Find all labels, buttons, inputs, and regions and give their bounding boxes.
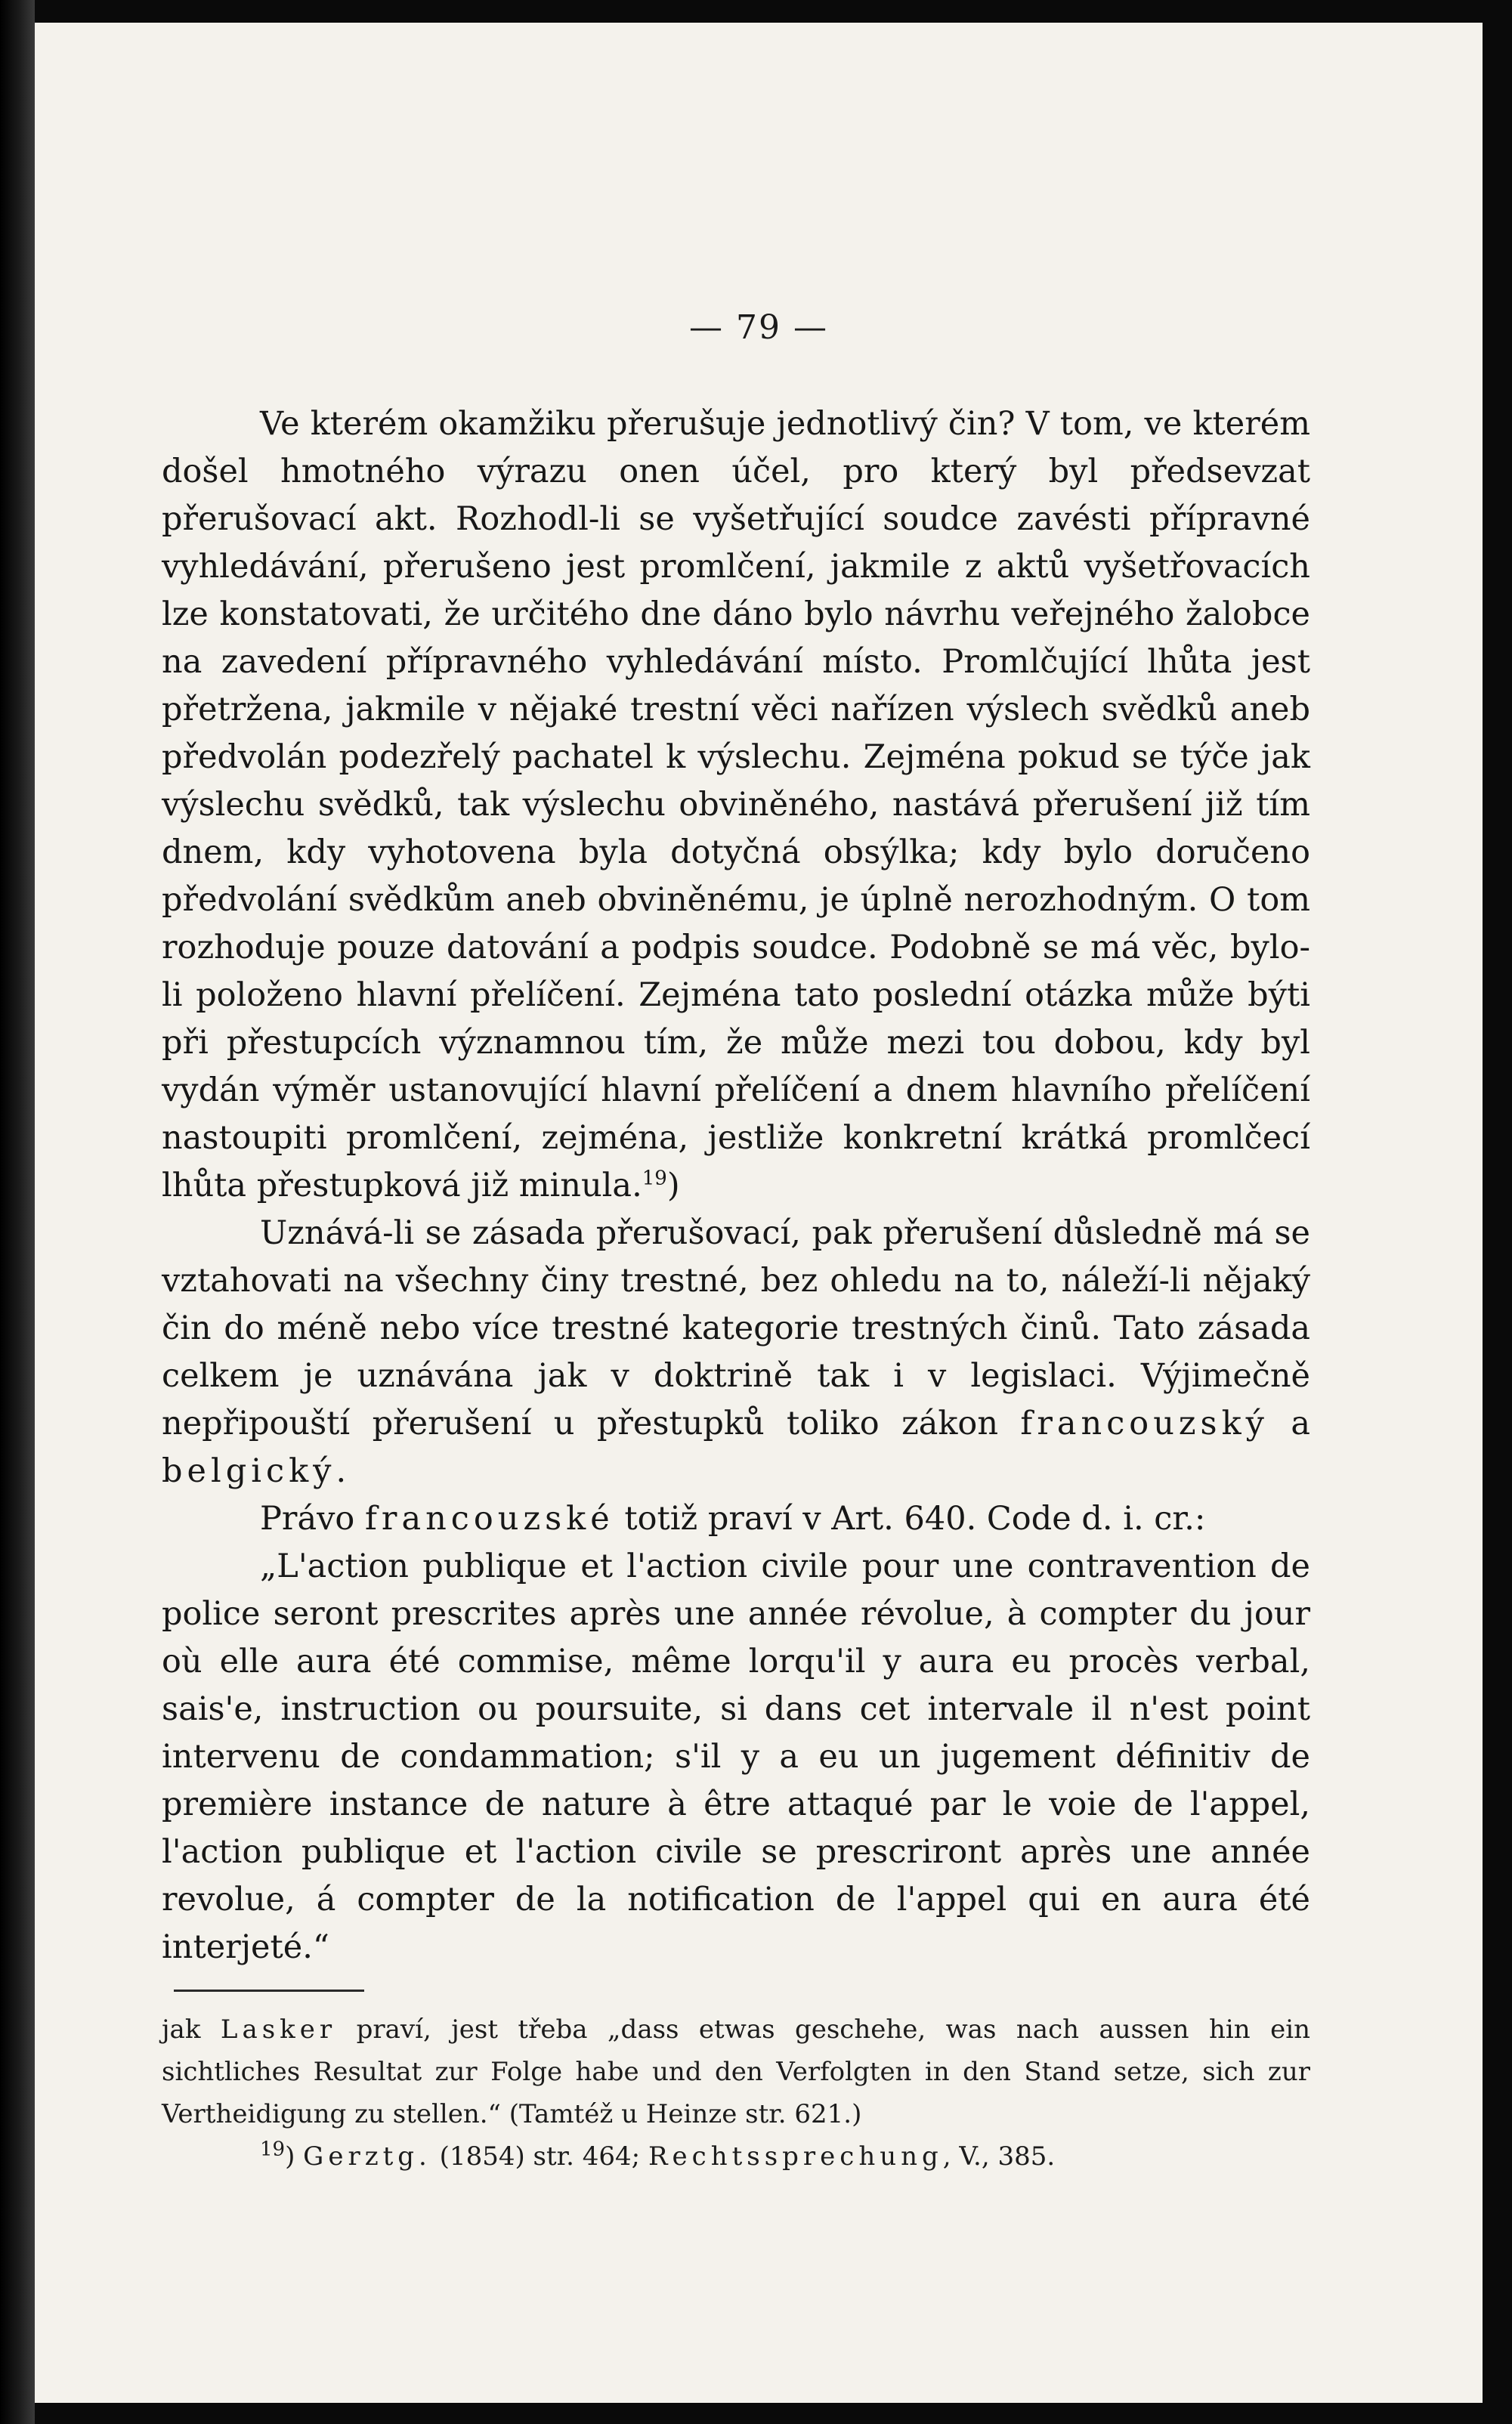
quotation xyxy=(162,1543,1310,1971)
text-run: Ve kterém okamžiku přerušuje jednotlivý čin? V tom, ve kterém došel hmotného výrazu onen účel, pro který byl předsevzat přerušovací akt. Rozhodl-li se vyšetřující soudce zavésti přípravné vyhledávání, přerušeno jest promlčení, jakmile z aktů vyšetřovacích lze konstatovati, že určitého dne dáno bylo návrhu veřejného žalobce na zavedení přípravného vyhledávání místo. Promlčující lhůta jest přetržena, jakmile v nějaké trestní věci nařízen výslech svědků aneb předvolán podezřelý pachatel k výslechu. Zejména pokud se týče jak výslechu svědků, tak výslechu obviněného, nastává přerušení již tím dnem, kdy vyhotovena byla dotyčná obsýlka; kdy bylo doručeno předvolání svědkům aneb obviněnému, je úplně nerozhodným. O tom rozhoduje pouze datování a podpis soudce. Podobně se má věc, bylo-li položeno hlavní přelíčení. Zejména tato poslední otázka může býti při přestupcích významnou tím, že může mezi tou dobou, kdy byl vydán výměr ustanovující hlavní přelíčení a dnem hlavního přelíčení nastoupiti promlčení, zejména, jestliže konkretní krátká promlčecí lhůta přestupková již minula. xyxy=(162,405,1310,1204)
text-run: „L'action publique et l'action civile pour une contravention de police seront prescrites après une année révolue, à compter du jour où elle aura été commise, même lorqu'il y aura eu procès verbal, sais'e, instruction ou poursuite, si dans cet intervale il n'est point intervenu de condammation; s'il y a eu un jugement définitiv de première instance de nature à être attaqué par le voie de l'appel, l'action publique et l'action civile se prescriront après une année revolue, á compter de la notification de l'appel qui en aura été interjeté.“ xyxy=(162,1547,1310,1966)
footnote-ref: 19 xyxy=(642,1167,667,1190)
footnote-19 xyxy=(162,2135,1310,2178)
footnotes xyxy=(162,2008,1310,2178)
spaced-emphasis: Gerztg. xyxy=(303,2141,431,2172)
text-run: praví, jest třeba „dass etwas geschehe, was nach aussen hin ein sichtliches Resultat zur Folge habe und den Verfolgten in den Stand setze, sich zur Vertheidigung zu stellen.“ (Tamtéž u Heinze str. 621.) xyxy=(162,2014,1310,2129)
text-run: , V., 385. xyxy=(942,2141,1056,2172)
text-run: ) xyxy=(666,1167,680,1204)
footnote-number: 19 xyxy=(260,2138,286,2161)
footnote-continued xyxy=(162,2008,1310,2135)
spaced-emphasis: Lasker xyxy=(220,2014,337,2045)
spaced-emphasis: belgický xyxy=(162,1452,336,1490)
footnote-separator xyxy=(174,1990,364,1992)
text-run: a xyxy=(1268,1405,1311,1442)
spaced-emphasis: francouzský xyxy=(1020,1405,1269,1442)
paragraph xyxy=(162,1495,1310,1543)
paragraph xyxy=(162,1210,1310,1495)
spaced-emphasis: Rechtssprechung xyxy=(648,2141,943,2172)
spaced-emphasis: francouzské xyxy=(364,1500,614,1538)
paragraph xyxy=(162,400,1310,1210)
text-run: Právo xyxy=(260,1500,365,1538)
text-run: (1854) str. 464; xyxy=(431,2141,648,2172)
book-page xyxy=(35,23,1483,2403)
text-run: jak xyxy=(162,2014,221,2045)
text-run: . xyxy=(335,1452,347,1490)
text-run: totiž praví v Art. 640. Code d. i. cr.: xyxy=(614,1500,1206,1538)
scan-border xyxy=(0,0,35,2424)
text-run: Uznává-li se zásada přerušovací, pak přerušení důsledně má se vztahovati na všechny činy trestné, bez ohledu na to, náleží-li nějaký čin do méně nebo více trestné kategorie trestných činů. Tato zásada celkem je uznávána jak v doktrině tak i v legislaci. Výjimečně nepřipouští přerušení u přestupků toliko zákon xyxy=(162,1214,1310,1442)
page-number: — 79 — xyxy=(689,308,828,347)
main-text xyxy=(162,400,1310,1971)
text-run: ) xyxy=(285,2141,304,2172)
